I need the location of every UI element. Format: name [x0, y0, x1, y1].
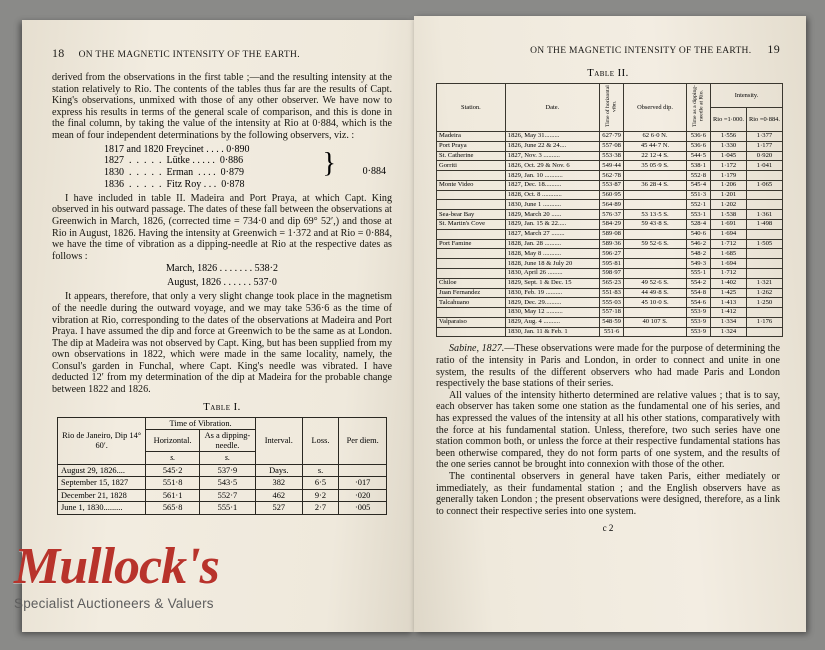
table-2-r5-station: Monte Video	[437, 180, 506, 190]
table-2-r2-intensity-rio-0884: 0·920	[746, 151, 782, 161]
table-2-r19-date: 1829, Aug. 4 ..........	[505, 317, 599, 327]
table-row	[437, 298, 783, 308]
table-2-r5-intensity-rio-0884: 1·065	[746, 180, 782, 190]
table-1-r1-dipping: 543·5	[199, 477, 255, 490]
table-2-r19-time-horizontal: 548·59	[599, 317, 623, 327]
table-row	[58, 502, 387, 515]
table-2-r7-date: 1830, June 1 ...........	[505, 200, 599, 210]
table-2-r4-date: 1829, Jan. 10 ...........	[505, 171, 599, 181]
table-2-r11-time-horizontal: 589·36	[599, 239, 623, 249]
table-1-r1-station: September 15, 1827	[58, 477, 146, 490]
table-2-r5-observed-dip: 36 28·4 S.	[624, 180, 686, 190]
table-2-r3-intensity-rio-0884: 1·041	[746, 161, 782, 171]
table-2-r2-time-horizontal: 553·38	[599, 151, 623, 161]
table-1-r0-dipping: 537·9	[199, 464, 255, 477]
table-1-col-dipping: As a dipping-needle.	[199, 430, 255, 452]
table-1-col-interval: Interval.	[255, 417, 302, 464]
table-2-r17-station: Talcahuano	[437, 298, 506, 308]
table-2-r1-intensity-rio-1000: 1·330	[711, 141, 747, 151]
table-2-col-date: Date.	[505, 84, 599, 132]
table-2-r3-date: 1826, Oct. 29 & Nov. 6	[505, 161, 599, 171]
right-paragraph-3: The continental observers in general have taken Paris, either mediately or immediately, as their fundamental station ; and the English observers have as generally taken London ; the present observations were designed, therefore, as a link to connect their respective series into one system.	[436, 470, 780, 517]
table-2-r8-intensity-rio-1000: 1·538	[711, 210, 747, 220]
table-2-r15-intensity-rio-0884: 1·321	[746, 278, 782, 288]
table-2-r12-time-dipping: 548·2	[686, 249, 710, 259]
table-1-body	[58, 464, 387, 514]
table-2-r5-date: 1827, Dec. 18..........	[505, 180, 599, 190]
table-2-col-time-horizontal: Time of horizontal vibn.	[605, 85, 618, 127]
table-2-r12-observed-dip	[624, 249, 686, 259]
table-1-blank-0	[339, 464, 387, 477]
table-2-r19-intensity-rio-0884: 1·176	[746, 317, 782, 327]
table-row	[437, 308, 783, 318]
freycinet-row-1: 1817 and 1820 Freycinet . . . . 0·890	[104, 143, 250, 155]
table-2-r12-station	[437, 249, 506, 259]
table-2-r3-time-dipping: 538·1	[686, 161, 710, 171]
brace-icon: }	[322, 147, 336, 179]
table-row	[58, 464, 387, 477]
table-2-r13-time-horizontal: 595·81	[599, 259, 623, 269]
table-2-r4-time-horizontal: 562·78	[599, 171, 623, 181]
table-2-r10-station	[437, 229, 506, 239]
table-1-r2-perdiem: ·020	[339, 489, 387, 502]
table-2-r2-date: 1827, Nov. 3 ..........	[505, 151, 599, 161]
table-row	[58, 489, 387, 502]
table-2-r17-intensity-rio-0884: 1·250	[746, 298, 782, 308]
table-2-r6-date: 1828, Oct. 8 ............	[505, 190, 599, 200]
table-1-r3-station: June 1, 1830.........	[58, 502, 146, 515]
table-2-r7-observed-dip	[624, 200, 686, 210]
table-row	[437, 288, 783, 298]
table-2-r13-date: 1828, June 18 & July 20	[505, 259, 599, 269]
table-2-r1-station: Port Praya	[437, 141, 506, 151]
table-2-r2-station: St. Catherine	[437, 151, 506, 161]
right-page-header	[436, 42, 780, 57]
sabine-lead: Sabine, 1827.	[449, 343, 505, 355]
table-row	[437, 278, 783, 288]
table-1-r2-horizontal: 561·1	[146, 489, 200, 502]
table-2-col-rio-0884: Rio =0·884.	[746, 108, 782, 132]
table-2-r12-time-horizontal: 596·27	[599, 249, 623, 259]
table-2-caption: Table II.	[587, 68, 629, 79]
table-2-r7-intensity-rio-1000: 1·202	[711, 200, 747, 210]
table-2-col-intensity-group: Intensity.	[711, 84, 783, 108]
table-2-r8-date: 1829, March 20 ......	[505, 210, 599, 220]
table-2-r18-station	[437, 308, 506, 318]
table-2-r7-intensity-rio-0884	[746, 200, 782, 210]
table-2-r12-intensity-rio-1000: 1·685	[711, 249, 747, 259]
table-2-r18-date: 1830, May 12 ..........	[505, 308, 599, 318]
table-2-r9-station: St. Martin's Cove	[437, 220, 506, 230]
table-2-r18-intensity-rio-1000: 1·412	[711, 308, 747, 318]
table-2-r20-intensity-rio-0884	[746, 327, 782, 337]
table-2-r6-intensity-rio-1000: 1·201	[711, 190, 747, 200]
table-2-r14-intensity-rio-1000: 1·712	[711, 268, 747, 278]
table-1-unit-s1: s.	[146, 452, 200, 465]
table-2-r13-observed-dip	[624, 259, 686, 269]
table-2-r12-date: 1828, May 8 ...........	[505, 249, 599, 259]
table-2-r1-date: 1826, June 22 & 24....	[505, 141, 599, 151]
table-2	[436, 83, 783, 337]
table-1-r3-perdiem: ·005	[339, 502, 387, 515]
table-2-r9-date: 1829, Jan. 15 & 22.....	[505, 220, 599, 230]
table-2-r1-time-horizontal: 557·08	[599, 141, 623, 151]
table-2-r11-date: 1828, Jan. 28 ..........	[505, 239, 599, 249]
table-2-r10-intensity-rio-0884	[746, 229, 782, 239]
table-row	[437, 327, 783, 337]
table-2-r10-intensity-rio-1000: 1·694	[711, 229, 747, 239]
table-row	[437, 268, 783, 278]
table-2-body	[437, 132, 783, 337]
watermark-sub: Specialist Auctioneers & Valuers	[14, 596, 214, 611]
table-row	[437, 190, 783, 200]
table-2-r15-intensity-rio-1000: 1·402	[711, 278, 747, 288]
table-1-col-horizontal: Horizontal.	[146, 430, 200, 452]
table-2-r3-station: Gorriti	[437, 161, 506, 171]
table-2-r17-time-horizontal: 555·03	[599, 298, 623, 308]
table-2-r6-observed-dip	[624, 190, 686, 200]
table-1-col-station: Rio de Janeiro, Dip 14° 60′.	[62, 431, 142, 450]
table-2-r0-time-dipping: 536·6	[686, 132, 710, 142]
table-2-r15-time-horizontal: 565·23	[599, 278, 623, 288]
table-2-r1-observed-dip: 45 44·7 N.	[624, 141, 686, 151]
table-2-r18-time-dipping: 553·9	[686, 308, 710, 318]
table-1-r3-dipping: 555·1	[199, 502, 255, 515]
table-2-r9-time-horizontal: 584·29	[599, 220, 623, 230]
table-2-r17-intensity-rio-1000: 1·413	[711, 298, 747, 308]
right-page-number: 19	[767, 42, 780, 56]
table-2-r11-time-dipping: 546·2	[686, 239, 710, 249]
table-row	[437, 141, 783, 151]
left-page-header	[52, 46, 392, 61]
table-2-r0-observed-dip: 62 6·0 N.	[624, 132, 686, 142]
table-1-r0-perdiem: ·017	[339, 477, 387, 490]
right-running-head: ON THE MAGNETIC INTENSITY OF THE EARTH.	[530, 46, 752, 56]
left-page-number: 18	[52, 46, 65, 60]
table-row	[437, 220, 783, 230]
table-row	[58, 477, 387, 490]
table-2-r2-time-dipping: 544·5	[686, 151, 710, 161]
table-2-r6-intensity-rio-0884	[746, 190, 782, 200]
table-1-r3-horizontal: 565·8	[146, 502, 200, 515]
table-row	[437, 229, 783, 239]
table-2-r20-station	[437, 327, 506, 337]
table-1-r1-horizontal: 551·8	[146, 477, 200, 490]
table-2-r6-time-dipping: 551·3	[686, 190, 710, 200]
table-2-r14-time-horizontal: 598·97	[599, 268, 623, 278]
table-2-r0-intensity-rio-0884: 1·377	[746, 132, 782, 142]
table-row	[437, 200, 783, 210]
table-2-r5-time-dipping: 545·4	[686, 180, 710, 190]
table-row	[437, 259, 783, 269]
table-2-r9-observed-dip: 59 43·8 S.	[624, 220, 686, 230]
table-2-r19-time-dipping: 553·9	[686, 317, 710, 327]
table-2-r17-date: 1829, Dec. 29..........	[505, 298, 599, 308]
table-row	[437, 239, 783, 249]
signature-mark: c 2	[602, 523, 614, 534]
table-2-r1-time-dipping: 536·6	[686, 141, 710, 151]
freycinet-row-3: 1830 . . . . . Erman . . . . 0·879	[104, 167, 244, 179]
table-2-r20-time-dipping: 553·9	[686, 327, 710, 337]
table-2-r14-date: 1830, April 26 .........	[505, 268, 599, 278]
table-2-r16-date: 1830, Feb. 19 ..........	[505, 288, 599, 298]
table-2-r16-observed-dip: 44 49·8 S.	[624, 288, 686, 298]
table-2-r15-time-dipping: 554·2	[686, 278, 710, 288]
table-2-col-rio-1000: Rio =1·000.	[711, 108, 747, 132]
right-paragraph-2: All values of the intensity hitherto determined are relative values ; that is to say, each observer has taken some one station as the fundamental one of his series, and has expressed the values of the intensity at all his other stations, comparatively with the force at his fundamental station. Unless, therefore, two such series have one station common both, or unless the force at their respective fundamental stations has been otherwise compared, they do not form parts of one system, and the results of the one series cannot be brought into connexion with those of the other.	[436, 389, 780, 471]
table-row	[437, 180, 783, 190]
right-paragraph-1	[436, 343, 780, 389]
table-1-unit-s2: s.	[199, 452, 255, 465]
table-2-r4-intensity-rio-1000: 1·179	[711, 171, 747, 181]
freycinet-row-4: 1836 . . . . . Fitz Roy . . . 0·878	[104, 178, 245, 190]
table-2-r13-station	[437, 259, 506, 269]
table-1-r2-dipping: 552·7	[199, 489, 255, 502]
freycinet-mean: 0·884	[362, 165, 386, 177]
table-1-unit-days: Days.	[255, 464, 302, 477]
table-1-col-loss: Loss.	[302, 417, 339, 464]
table-2-r3-observed-dip: 35 05·9 S.	[624, 161, 686, 171]
table-2-r7-time-horizontal: 564·89	[599, 200, 623, 210]
table-2-r14-time-dipping: 555·1	[686, 268, 710, 278]
table-row	[437, 210, 783, 220]
table-2-r13-intensity-rio-1000: 1·694	[711, 259, 747, 269]
freycinet-row-2: 1827 . . . . . Lütke . . . . . 0·886	[104, 155, 244, 167]
table-2-r5-intensity-rio-1000: 1·206	[711, 180, 747, 190]
table-2-r10-time-horizontal: 589·08	[599, 229, 623, 239]
table-1-r0-loss: 6·5	[302, 477, 339, 490]
table-row	[437, 161, 783, 171]
rio-date-line-2: August, 1826 . . . . . . 537·0	[167, 277, 277, 289]
table-2-r10-date: 1827, March 27 ........	[505, 229, 599, 239]
table-1-unit-s3: s.	[302, 464, 339, 477]
table-2-r3-time-horizontal: 549·44	[599, 161, 623, 171]
left-page	[22, 20, 414, 632]
table-2-r17-time-dipping: 554·6	[686, 298, 710, 308]
table-2-r11-station: Port Famine	[437, 239, 506, 249]
table-2-r7-station	[437, 200, 506, 210]
table-row	[437, 317, 783, 327]
table-1-r2-interval: 462	[255, 489, 302, 502]
table-2-head	[437, 84, 783, 132]
table-2-r20-date: 1830, Jan. 11 & Feb. 1	[505, 327, 599, 337]
table-2-col-station: Station.	[437, 84, 506, 132]
table-2-r8-time-dipping: 553·1	[686, 210, 710, 220]
right-page	[414, 16, 806, 632]
table-2-r0-date: 1826, May 31.........	[505, 132, 599, 142]
table-2-col-time-dipping: Time as a dipping-needle at Rio.	[691, 85, 705, 127]
table-2-r13-intensity-rio-0884	[746, 259, 782, 269]
table-2-r0-intensity-rio-1000: 1·556	[711, 132, 747, 142]
table-2-r6-station	[437, 190, 506, 200]
table-1-r2-station: December 21, 1828	[58, 489, 146, 502]
table-2-r16-time-dipping: 554·8	[686, 288, 710, 298]
table-2-r19-intensity-rio-1000: 1·334	[711, 317, 747, 327]
table-2-r19-observed-dip: 40 107 S.	[624, 317, 686, 327]
table-2-r16-time-horizontal: 551·83	[599, 288, 623, 298]
left-running-head: ON THE MAGNETIC INTENSITY OF THE EARTH.	[78, 50, 300, 60]
table-2-r8-time-horizontal: 576·37	[599, 210, 623, 220]
table-2-r12-intensity-rio-0884	[746, 249, 782, 259]
table-row	[437, 171, 783, 181]
table-2-r8-intensity-rio-0884: 1·361	[746, 210, 782, 220]
table-2-r3-intensity-rio-1000: 1·172	[711, 161, 747, 171]
table-1-r0-station: August 29, 1826....	[58, 464, 146, 477]
table-2-r9-time-dipping: 528·4	[686, 220, 710, 230]
table-2-r17-observed-dip: 45 10·0 S.	[624, 298, 686, 308]
table-2-r2-intensity-rio-1000: 1·045	[711, 151, 747, 161]
left-paragraph-1: derived from the observations in the first table ;—and the resulting intensity at the station relatively to Rio. The contents of the tables thus far are the results of Capt. King's observations, unmixed with those of any other observer. We have now to express his results in terms of the general scale of comparison, and this is done in the final column, by taking the value of the intensity at Rio at 0·884, which is the mean of four independent determinations by the following observers, viz. :	[52, 72, 392, 141]
freycinet-values-block	[52, 144, 392, 191]
table-2-r11-intensity-rio-0884: 1·505	[746, 239, 782, 249]
table-2-r9-intensity-rio-1000: 1·691	[711, 220, 747, 230]
table-2-r10-observed-dip	[624, 229, 686, 239]
table-2-r11-intensity-rio-1000: 1·712	[711, 239, 747, 249]
table-2-r7-time-dipping: 552·1	[686, 200, 710, 210]
right-paragraph-1-text: —These observations were made for the purpose of determining the ratio of the intensity in Paris and London, in order to connect and unite in one system, the results of the different observers who had made Paris and London respectively the base stations of their series.	[436, 343, 780, 390]
table-1-r0-horizontal: 545·2	[146, 464, 200, 477]
table-2-r2-observed-dip: 22 12·4 S.	[624, 151, 686, 161]
table-2-r20-time-horizontal: 551·6	[599, 327, 623, 337]
table-2-r9-intensity-rio-0884: 1·498	[746, 220, 782, 230]
table-2-r0-station: Madeira	[437, 132, 506, 142]
table-2-r10-time-dipping: 540·6	[686, 229, 710, 239]
table-2-r15-date: 1829, Sept. 1 & Dec. 15	[505, 278, 599, 288]
table-2-r16-station: Juan Fernandez	[437, 288, 506, 298]
table-2-r5-time-horizontal: 553·87	[599, 180, 623, 190]
table-2-r18-time-horizontal: 557·18	[599, 308, 623, 318]
table-2-r16-intensity-rio-0884: 1·262	[746, 288, 782, 298]
table-2-r16-intensity-rio-1000: 1·425	[711, 288, 747, 298]
left-paragraph-3: It appears, therefore, that only a very slight change took place in the magnetism of the needle during the outward voyage, and we may take 536·6 as the time of vibration at Rio, corresponding to the dates of the observations at Madeira and Port Praya. I have assumed the dip and force at Greenwich to be the same as at London. The dip at Madeira was not observed by Capt. King, but has been supplied from my own observations in 1822, which were made in the same locality, namely, the Consul's garden in Funchal, where Capt. King's needle was vibrated. I have deducted 12′ from my determination of the dip at Madeira for the probable change between 1822 and 1826.	[52, 291, 392, 396]
table-2-r8-observed-dip: 53 13·5 S.	[624, 210, 686, 220]
table-1-r2-loss: 9·2	[302, 489, 339, 502]
table-row	[437, 132, 783, 142]
table-2-r18-intensity-rio-0884	[746, 308, 782, 318]
table-2-col-observed-dip: Observed dip.	[624, 84, 686, 132]
table-2-r13-time-dipping: 549·3	[686, 259, 710, 269]
table-2-r18-observed-dip	[624, 308, 686, 318]
table-2-r14-station	[437, 268, 506, 278]
table-1-r3-loss: 2·7	[302, 502, 339, 515]
table-row	[437, 249, 783, 259]
table-1-r0-interval: 382	[255, 477, 302, 490]
table-2-r14-observed-dip	[624, 268, 686, 278]
table-1	[57, 417, 387, 515]
table-2-r0-time-horizontal: 627·79	[599, 132, 623, 142]
table-1-col-vibration-group: Time of Vibration.	[146, 417, 256, 430]
table-2-r11-observed-dip: 59 52·6 S.	[624, 239, 686, 249]
watermark-main: Mullock's	[14, 538, 219, 595]
table-1-col-perdiem: Per diem.	[339, 417, 387, 464]
left-paragraph-2: I have included in table II. Madeira and Port Praya, at which Capt. King observed in his outward passage. The dates of these fall between the observations at Greenwich in March, 1826, (corrected time = 734·0 and dip 69° 52′,) and those at Rio in August, 1826. Having the intensity at Greenwich = 1·372 and at Rio = 0·884, we have the time of vibration as a dipping-needle at Rio at the respective dates as follows :	[52, 192, 392, 262]
table-1-r3-interval: 527	[255, 502, 302, 515]
rio-date-line-1: March, 1826 . . . . . . . 538·2	[166, 263, 278, 275]
table-2-r4-station	[437, 171, 506, 181]
table-2-r15-station: Chiloe	[437, 278, 506, 288]
table-1-caption: Table I.	[203, 401, 241, 413]
table-2-r4-intensity-rio-0884	[746, 171, 782, 181]
table-2-r1-intensity-rio-0884: 1·177	[746, 141, 782, 151]
table-2-r15-observed-dip: 49 52·6 S.	[624, 278, 686, 288]
table-2-r4-observed-dip	[624, 171, 686, 181]
table-2-r6-time-horizontal: 560·95	[599, 190, 623, 200]
table-row	[437, 151, 783, 161]
table-2-r14-intensity-rio-0884	[746, 268, 782, 278]
table-2-r4-time-dipping: 552·8	[686, 171, 710, 181]
table-2-r20-intensity-rio-1000: 1·324	[711, 327, 747, 337]
table-2-r8-station: Sea-bear Bay	[437, 210, 506, 220]
table-2-r20-observed-dip	[624, 327, 686, 337]
table-2-r19-station: Valparaiso	[437, 317, 506, 327]
